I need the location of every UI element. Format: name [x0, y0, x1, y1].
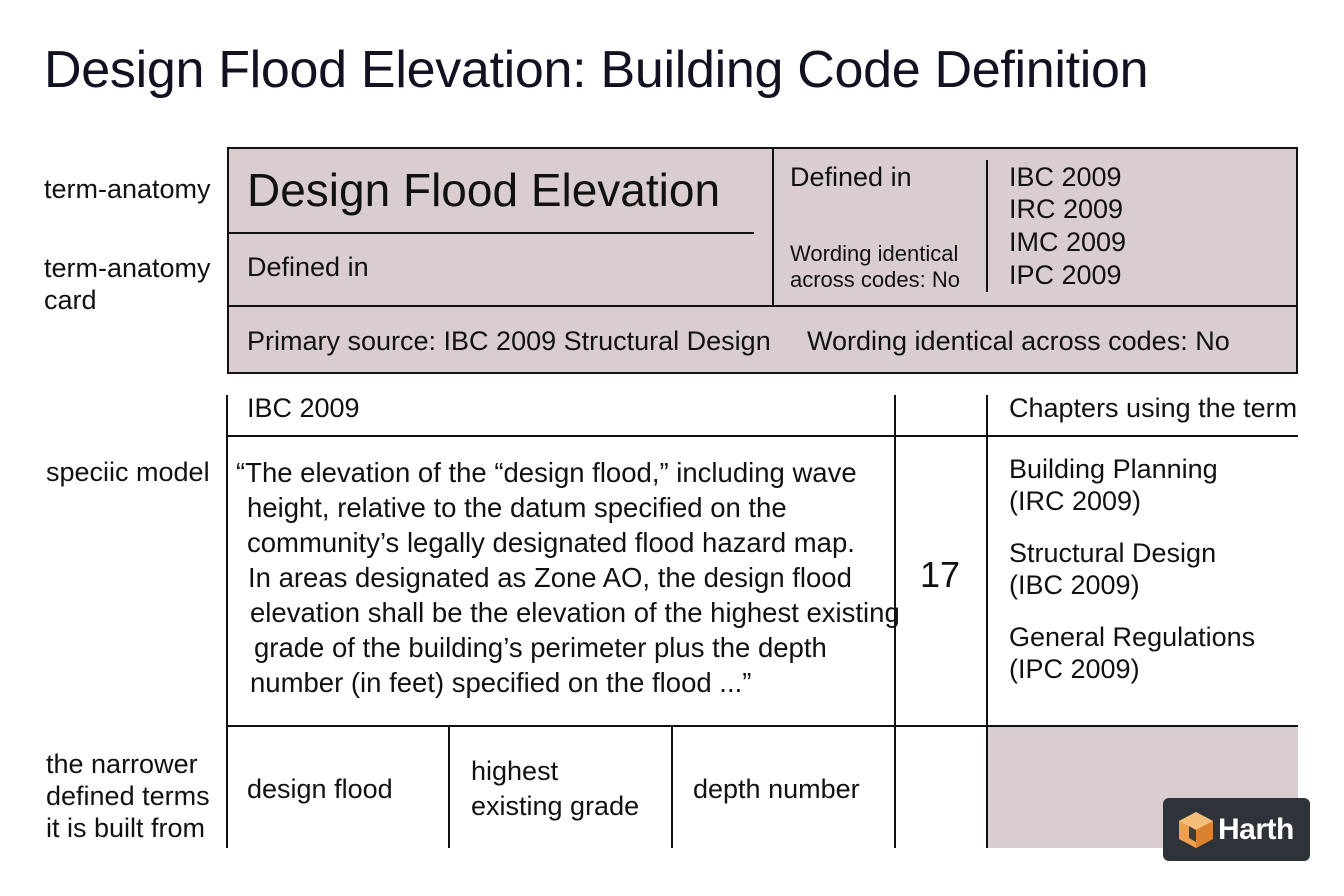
side-label-narrower-line2: defined terms — [46, 781, 210, 811]
logo-cube-icon — [1177, 810, 1215, 850]
chapter-name-2: Structural Design — [1009, 538, 1217, 568]
code-ibc-2009: IBC 2009 — [1009, 162, 1122, 192]
model-code-label: IBC 2009 — [247, 393, 360, 423]
primary-source: Primary source: IBC 2009 Structural Design — [247, 326, 771, 356]
grid-term-divider-2 — [671, 725, 673, 848]
narrower-term-highest-line2: existing grade — [471, 791, 640, 821]
narrower-term-design-flood: design flood — [247, 774, 393, 804]
term-title: Design Flood Elevation — [247, 164, 721, 216]
chapter-code-3: (IPC 2009) — [1009, 654, 1140, 684]
side-label-term-anatomy: term-anatomy — [44, 174, 211, 204]
code-imc-2009: IMC 2009 — [1009, 227, 1127, 257]
quote-line-6: grade of the building’s perimeter plus the depth — [254, 632, 827, 663]
right-defined-in-label: Defined in — [790, 162, 912, 192]
grid-term-divider-1 — [448, 725, 450, 848]
wording-note-line1: Wording identical — [790, 241, 959, 266]
grid-header-divider — [226, 435, 1298, 437]
side-label-specific-model: speciic model — [46, 457, 210, 487]
quote-line-4: In areas designated as Zone AO, the design flood — [248, 562, 852, 593]
quote-line-3: community’s legally designated flood hazard map. — [247, 527, 855, 558]
quote-line-1: “The elevation of the “design flood,” including wave — [236, 457, 857, 488]
card-vertical-divider — [772, 147, 774, 307]
chapter-name-3: General Regulations — [1009, 622, 1256, 652]
code-ipc-2009: IPC 2009 — [1009, 260, 1122, 290]
side-label-narrower-line1: the narrower — [46, 749, 198, 779]
narrower-term-highest-line1: highest — [471, 756, 559, 786]
narrower-term-depth-number: depth number — [693, 774, 860, 804]
chapter-code-2: (IBC 2009) — [1009, 570, 1140, 600]
side-label-term-anatomy-card-line2: card — [44, 285, 97, 315]
quote-line-2: height, relative to the datum specified on the — [247, 492, 787, 523]
card-codes-divider — [986, 160, 988, 292]
grid-left-border — [226, 395, 228, 848]
card-horizontal-divider — [227, 305, 1298, 307]
usage-count: 17 — [920, 554, 961, 595]
logo-wordmark: Harth — [1218, 813, 1294, 846]
chapters-header: Chapters using the term — [1009, 393, 1298, 423]
chapter-name-1: Building Planning — [1009, 454, 1218, 484]
side-label-term-anatomy-card-line1: term-anatomy — [44, 253, 211, 283]
chapter-code-1: (IRC 2009) — [1009, 486, 1142, 516]
side-label-narrower-line3: it is built from — [46, 813, 206, 843]
quote-line-7: number (in feet) specified on the flood ...” — [250, 667, 752, 698]
code-irc-2009: IRC 2009 — [1009, 194, 1124, 224]
defined-in-label: Defined in — [247, 252, 369, 282]
wording-identical: Wording identical across codes: No — [807, 326, 1230, 356]
wording-note-line2: across codes: No — [790, 267, 960, 292]
page-title: Design Flood Elevation: Building Code Definition — [44, 41, 1149, 99]
card-term-underline — [227, 232, 754, 234]
quote-line-5: elevation shall be the elevation of the highest existing — [250, 597, 900, 628]
